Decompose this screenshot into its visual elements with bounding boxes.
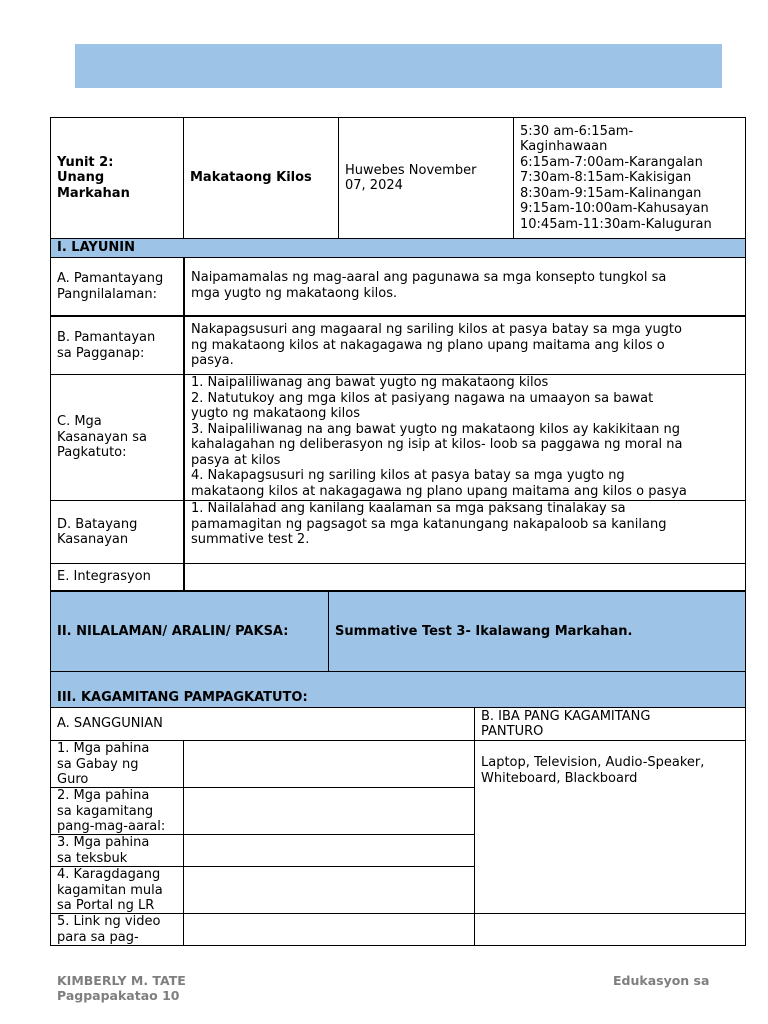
row-content-c: 1. Naipaliliwanag ang bawat yugto ng makataong kilos 2. Natutukoy ang mga kilos at pasiyang nagawa na umaayon sa bawat yugto ng makataong kilos 3. Naipaliliwanag na ang bawat yugto ng makataong kilos ay kakikitaan ng kahalagahan ng deliberasyon ng isip at kilos- loob sa paggawa ng moral na pasya at kilos 4. Nakapagsusuri ng sariling kilos at pasya batay sa mga yugto ng makataong kilos at nakagagawa ng plano upang maitama ang kilos o pasya (183, 374, 746, 501)
row-content-e (183, 563, 746, 591)
row-label-a: A. Pamantayang Pangnilalaman: (50, 257, 184, 316)
iba-pang-kagamitan-header: B. IBA PANG KAGAMITANG PANTURO (474, 707, 746, 741)
row-label-c: C. Mga Kasanayan sa Pagkatuto: (50, 374, 184, 501)
section-nilalaman-title: II. NILALAMAN/ ARALIN/ PAKSA: (50, 590, 329, 672)
sanggunian-value-3 (183, 834, 475, 867)
row-label-e: E. Integrasyon (50, 563, 184, 591)
unit-cell: Yunit 2: Unang Markahan (50, 117, 184, 239)
sanggunian-label-2: 2. Mga pahina sa kagamitang pang-mag-aaral: (50, 787, 184, 835)
sanggunian-label-3: 3. Mga pahina sa teksbuk (50, 834, 184, 867)
section-layunin-title: I. LAYUNIN (50, 238, 746, 258)
row-content-b: Nakapagsusuri ang magaaral ng sariling kilos at pasya batay sa mga yugto ng makataong kilos at nakagagawa ng plano upang maitama ang kilos o pasya. (183, 315, 746, 375)
subject-cell: Makataong Kilos (183, 117, 339, 239)
schedule-cell: 5:30 am-6:15am- Kaginhawaan 6:15am-7:00am-Karangalan 7:30am-8:15am-Kakisigan 8:30am-9:15am-Kalinangan 9:15am-10:00am-Kahusayan 10:45am-11:30am-Kaluguran (513, 117, 746, 239)
sanggunian-value-5 (183, 913, 475, 946)
sanggunian-value-4 (183, 866, 475, 914)
sanggunian-value-2 (183, 787, 475, 835)
row-content-a: Naipamamalas ng mag-aaral ang pagunawa sa mga konsepto tungkol sa mga yugto ng makataong kilos. (183, 257, 746, 316)
materials-cell-extra (474, 913, 746, 946)
row-content-d: 1. Nailalahad ang kanilang kaalaman sa mga paksang tinalakay sa pamamagitan ng pagsagot sa mga katanungang nakapaloob sa kanilang summative test 2. (183, 500, 746, 564)
sanggunian-value-1 (183, 740, 475, 788)
row-label-b: B. Pamantayan sa Pagganap: (50, 315, 184, 375)
sanggunian-label-1: 1. Mga pahina sa Gabay ng Guro (50, 740, 184, 788)
header-band (75, 44, 722, 88)
footer-subject: Edukasyon sa (613, 973, 710, 988)
row-label-d: D. Batayang Kasanayan (50, 500, 184, 564)
date-cell: Huwebes November 07, 2024 (338, 117, 514, 239)
section-kagamitan-title: III. KAGAMITANG PAMPAGKATUTO: (50, 671, 746, 708)
section-nilalaman-value: Summative Test 3- Ikalawang Markahan. (328, 590, 746, 672)
footer-author: KIMBERLY M. TATE Pagpapakatao 10 (57, 973, 186, 1003)
materials-cell: Laptop, Television, Audio-Speaker, Whiteboard, Blackboard (474, 740, 746, 914)
sanggunian-header: A. SANGGUNIAN (50, 707, 475, 741)
sanggunian-label-4: 4. Karagdagang kagamitan mula sa Portal ng LR (50, 866, 184, 914)
sanggunian-label-5: 5. Link ng video para sa pag- (50, 913, 184, 946)
